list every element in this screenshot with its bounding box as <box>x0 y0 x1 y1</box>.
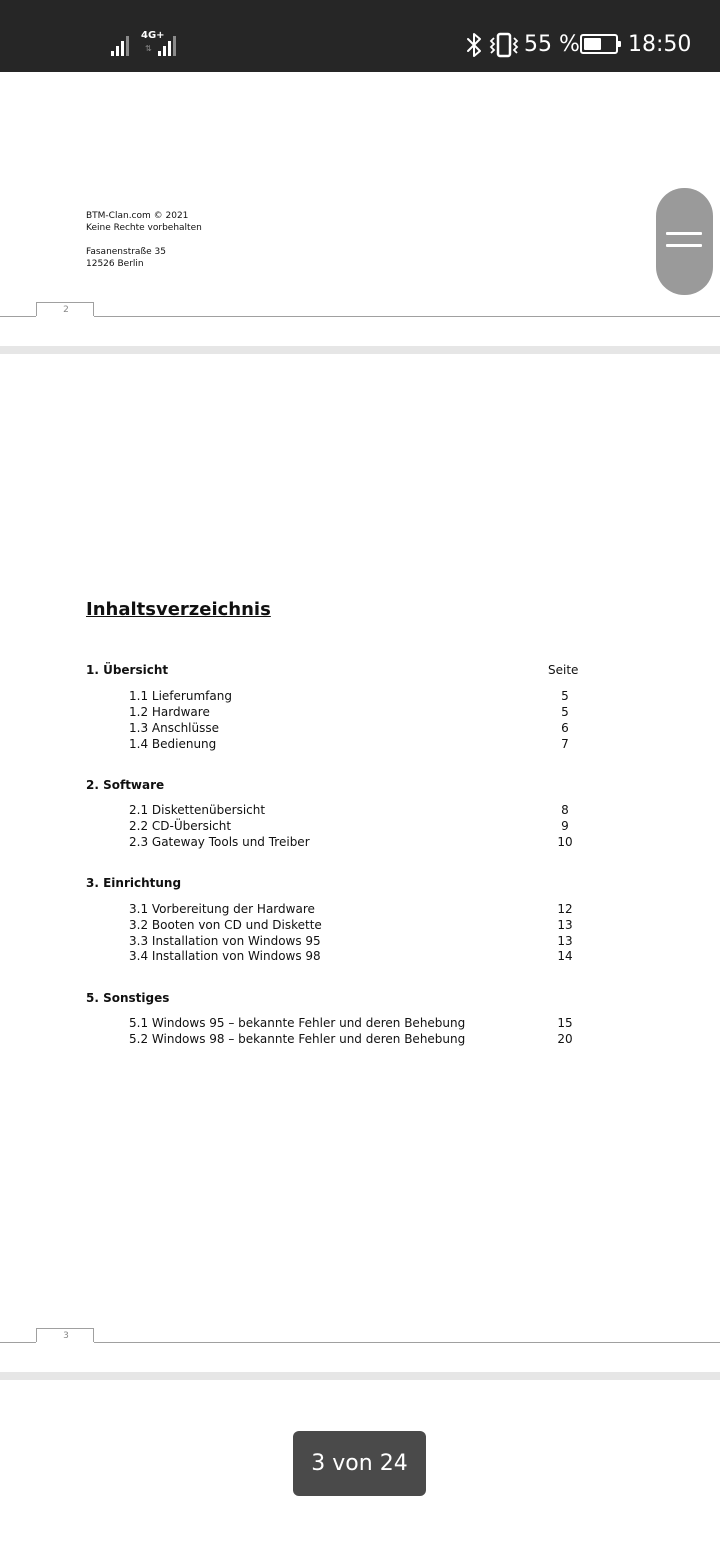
toc-entry-page: 6 <box>561 721 569 735</box>
page-number-tab <box>36 302 94 316</box>
footer-line <box>0 1342 36 1343</box>
page-number: 3 <box>63 1331 69 1341</box>
battery-fill <box>584 38 601 50</box>
toc-entry-page: 15 <box>557 1016 573 1030</box>
toc-title: Inhaltsverzeichnis <box>86 599 271 620</box>
toc-entry: 1.4 Bedienung <box>129 737 217 751</box>
toc-entry-page: 10 <box>557 835 573 849</box>
footer-line <box>94 316 720 317</box>
toc-section-heading: 1. Übersicht <box>86 663 169 677</box>
toc-entry-page: 13 <box>557 934 573 948</box>
toc-entry-page: 7 <box>561 737 569 751</box>
clock: 18:50 <box>628 32 692 57</box>
page-number-tab <box>36 1328 94 1342</box>
status-bar <box>0 0 720 72</box>
scroll-handle[interactable] <box>656 188 713 295</box>
page-separator <box>0 346 720 354</box>
toc-entry: 3.2 Booten von CD und Diskette <box>129 918 322 932</box>
toc-entry: 1.2 Hardware <box>129 705 210 719</box>
page-number: 2 <box>63 305 69 315</box>
toc-entry-page: 20 <box>557 1032 573 1046</box>
grip-line-icon <box>666 244 702 247</box>
toc-entry-page: 8 <box>561 803 569 817</box>
toc-entry-page: 5 <box>561 705 569 719</box>
toc-section-heading: 5. Sonstiges <box>86 991 170 1005</box>
toc-entry-page: 14 <box>557 949 573 963</box>
address-city: 12526 Berlin <box>86 259 144 269</box>
signal-4g-icon <box>158 32 182 56</box>
toc-entry-page: 13 <box>557 918 573 932</box>
toc-entry: 2.2 CD-Übersicht <box>129 819 232 833</box>
page-indicator: 3 von 24 <box>293 1431 426 1496</box>
footer-line <box>0 316 36 317</box>
page-separator <box>0 1372 720 1380</box>
toc-entry: 2.1 Diskettenübersicht <box>129 803 266 817</box>
toc-entry: 1.3 Anschlüsse <box>129 721 219 735</box>
toc-entry: 3.4 Installation von Windows 98 <box>129 949 321 963</box>
toc-entry: 2.3 Gateway Tools und Treiber <box>129 835 310 849</box>
network-type-label: 4G+ <box>141 30 165 41</box>
vibrate-icon <box>488 32 520 58</box>
toc-entry: 3.1 Vorbereitung der Hardware <box>129 902 315 916</box>
toc-entry: 3.3 Installation von Windows 95 <box>129 934 321 948</box>
toc-section-heading: 3. Einrichtung <box>86 876 182 890</box>
copyright-line: BTM-Clan.com © 2021 <box>86 211 189 221</box>
document-page-3 <box>0 354 720 1372</box>
grip-line-icon <box>666 232 702 235</box>
address-street: Fasanenstraße 35 <box>86 247 166 257</box>
toc-entry: 1.1 Lieferumfang <box>129 689 232 703</box>
toc-section-heading: 2. Software <box>86 778 165 792</box>
battery-percent: 55 % <box>524 32 580 57</box>
document-page-2 <box>0 72 720 346</box>
toc-entry: 5.1 Windows 95 – bekannte Fehler und deren Behebung <box>129 1016 466 1030</box>
toc-entry-page: 9 <box>561 819 569 833</box>
footer-line <box>94 1342 720 1343</box>
toc-entry-page: 5 <box>561 689 569 703</box>
toc-page-column-label: Seite <box>548 663 579 677</box>
battery-icon <box>580 34 618 54</box>
toc-entry-page: 12 <box>557 902 573 916</box>
bluetooth-icon <box>466 32 482 58</box>
toc-entry: 5.2 Windows 98 – bekannte Fehler und deren Behebung <box>129 1032 466 1046</box>
data-arrows-icon: ⇅ <box>145 44 152 53</box>
signal-icon <box>111 32 135 56</box>
rights-line: Keine Rechte vorbehalten <box>86 223 202 233</box>
